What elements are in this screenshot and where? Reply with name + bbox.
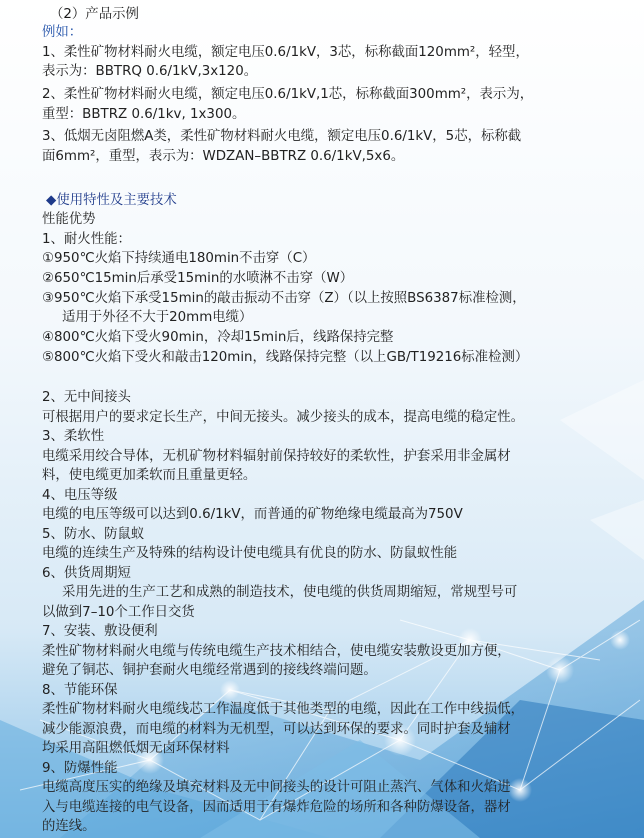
example-3-line-2: 面6mm²，重型，表示为：WDZAN–BBTRZ 0.6/1kV,5x6。 <box>42 149 405 164</box>
feature-7-line-1: 柔性矿物材料耐火电缆与传统电缆生产技术相结合，使电缆安装敷设更加方便， <box>42 644 511 659</box>
feature-7-title: 7、安装、敷设便利 <box>42 624 158 639</box>
feature-3-line-2: 料，使电缆更加柔软而且重量更轻。 <box>42 468 257 483</box>
example-2-line-1: 2、柔性矿物材料耐火电缆，额定电压0.6/1kV,1芯，标称截面300mm²，表示为， <box>42 87 534 102</box>
feature-1-item-3-line-1: ③950℃火焰下承受15min的敲击振动不击穿（Z）（以上按照BS6387标准检测， <box>42 291 526 306</box>
feature-3-line-1: 电缆采用绞合导体，无机矿物材料辐射前保持较好的柔软性，护套采用非金属材 <box>42 449 511 464</box>
feature-9-title: 9、防爆性能 <box>42 761 118 776</box>
feature-8-title: 8、节能环保 <box>42 683 118 698</box>
feature-1-title: 1、耐火性能： <box>42 232 131 247</box>
diamond-bullet-icon: ◆ <box>46 193 57 208</box>
feature-6-title: 6、供货周期短 <box>42 566 131 581</box>
feature-6-line-2: 以做到7–10个工作日交货 <box>42 605 195 620</box>
feature-1-item-4: ④800℃火焰下受火90min，冷却15min后，线路保持完整 <box>42 330 394 345</box>
feature-8-line-2: 减少能源浪费，而电缆的材料为无机型，可以达到环保的要求。同时护套及辅材 <box>42 722 511 737</box>
feature-1-item-5: ⑤800℃火焰下受火和敲击120min，线路保持完整（以上GB/T19216标准检测） <box>42 350 529 365</box>
feature-1-item-3-line-2: 适用于外径不大于20mm电缆） <box>62 310 253 325</box>
feature-5-text: 电缆的连续生产及特殊的结构设计使电缆具有优良的防水、防鼠蚁性能 <box>42 546 458 561</box>
features-heading <box>46 192 177 210</box>
feature-3-title: 3、柔软性 <box>42 429 105 444</box>
example-3-line-1: 3、低烟无卤阻燃A类，柔性矿物材料耐火电缆，额定电压0.6/1kV，5芯，标称截 <box>42 129 522 144</box>
section-title: （2）产品示例 <box>50 7 139 22</box>
example-1-line-2: 表示为：BBTRQ 0.6/1kV,3x120。 <box>42 64 258 79</box>
advantages-label: 性能优势 <box>42 212 96 227</box>
feature-4-text: 电缆的电压等级可以达到0.6/1kV，而普通的矿物绝缘电缆最高为750V <box>42 507 463 522</box>
feature-1-item-2: ②650℃15min后承受15min的水喷淋不击穿（W） <box>42 271 354 286</box>
feature-9-line-2: 入与电缆连接的电气设备，因而适用于有爆炸危险的场所和各种防爆设备，器材 <box>42 800 511 815</box>
features-heading-text: 使用特性及主要技术 <box>56 193 177 208</box>
feature-2-title: 2、无中间接头 <box>42 390 131 405</box>
feature-9-line-1: 电缆高度压实的绝缘及填充材料及无中间接头的设计可阻止蒸汽、气体和火焰进 <box>42 780 511 795</box>
feature-7-line-2: 避免了铜芯、铜护套耐火电缆经常遇到的接线终端问题。 <box>42 663 377 678</box>
example-label: 例如： <box>42 25 83 40</box>
feature-2-text: 可根据用户的要求定长生产，中间无接头。减少接头的成本，提高电缆的稳定性。 <box>42 410 525 425</box>
feature-9-line-3: 的连线。 <box>42 819 96 834</box>
feature-5-title: 5、防水、防鼠蚁 <box>42 527 145 542</box>
example-2-line-2: 重型：BBTRZ 0.6/1kv, 1x300。 <box>42 107 246 122</box>
feature-1-item-1: ①950℃火焰下持续通电180min不击穿（C） <box>42 251 316 266</box>
feature-6-line-1: 采用先进的生产工艺和成熟的制造技术，使电缆的供货周期缩短，常规型号可 <box>62 585 518 600</box>
feature-8-line-3: 均采用高阻燃低烟无卤环保材料 <box>42 741 230 756</box>
feature-4-title: 4、电压等级 <box>42 488 118 503</box>
feature-8-line-1: 柔性矿物材料耐火电缆线芯工作温度低于其他类型的电缆，因此在工作中线损低， <box>42 702 525 717</box>
example-1-line-1: 1、柔性矿物材料耐火电缆，额定电压0.6/1kV，3芯，标称截面120mm²，轻型， <box>42 45 529 60</box>
